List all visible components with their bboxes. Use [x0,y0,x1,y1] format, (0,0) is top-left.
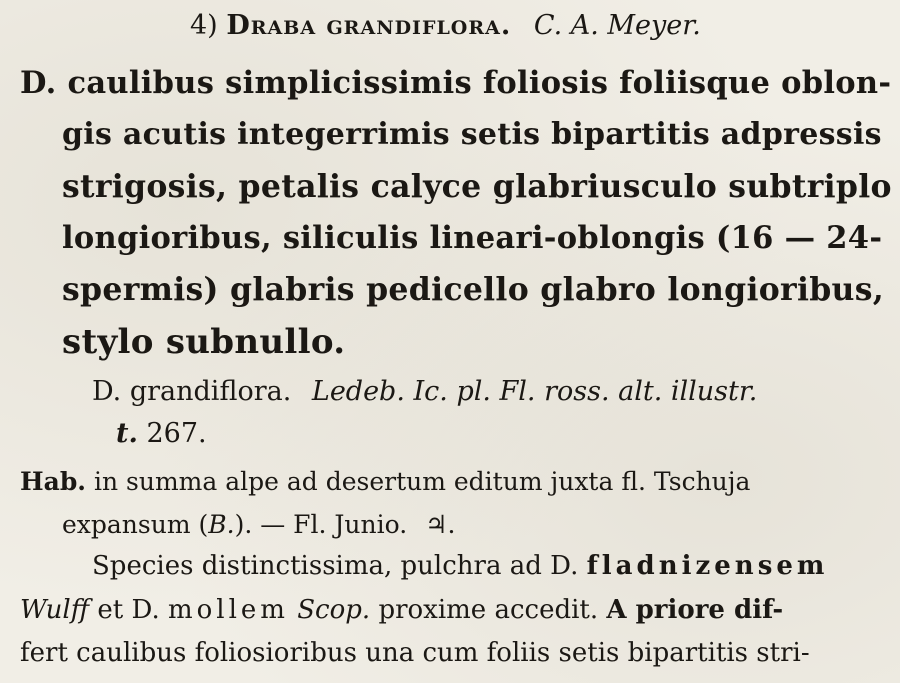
habitat-text: in summa alpe ad desertum editum juxta fl. Tschuja [93,467,751,496]
diagnosis-line-5: spermis) glabris pedicello glabro longioribus, [62,271,885,308]
discussion-mid: et D. [97,595,160,625]
discussion-accedit: proxime accedit. [378,595,599,625]
citation-line-2 [116,420,207,447]
diagnosis-line-3: strigosis, petalis calyce glabriusculo subtriplo [62,168,892,205]
discussion-line-2 [20,597,783,623]
habitat-line-2 [62,512,456,537]
discussion-prefix: Species distinctissima, pulchra ad D. [92,551,579,581]
discussion-line-1 [92,553,828,579]
habitat-prefix: expansum ( [62,510,209,539]
diagnosis-line-6: stylo subnullo. [62,322,346,362]
habitat-line-1 [20,469,750,494]
species-mollis: mollem [167,595,289,625]
species-name: Draba grandiflora. [226,10,512,41]
diagnosis-line-1: D. caulibus simplicissimis foliosis foliisque oblon- [20,65,892,101]
collector-abbrev: B. [208,510,235,539]
species-fladnizensis: fladnizensem [586,551,829,581]
habitat-label: Hab. [20,467,87,496]
citation-name: D. grandiflora. [92,376,292,407]
author-wulff: Wulff [20,595,90,625]
author-scop: Scop. [297,595,371,625]
plate-number: 267. [146,418,207,449]
perennial-symbol: ♃. [425,510,456,539]
diagnosis-line-4: longioribus, siliculis lineari-oblongis (16 — 24- [62,220,883,256]
diagnosis-line-2: gis acutis integerrimis setis bipartitis adpressis [62,117,882,152]
discussion-priore: A priore dif- [606,595,784,625]
discussion-line-3: fert caulibus foliosioribus una cum foliis setis bipartitis stri- [20,638,810,668]
citation-reference: Ledeb. Ic. pl. Fl. ross. alt. illustr. [311,376,758,407]
citation-line-1 [92,378,757,405]
species-number: 4) [190,10,218,41]
species-heading [190,12,701,39]
flowering-text: ). — Fl. Junio. [234,510,408,539]
species-author: C. A. Meyer. [533,10,701,41]
plate-label: t. [116,418,138,449]
